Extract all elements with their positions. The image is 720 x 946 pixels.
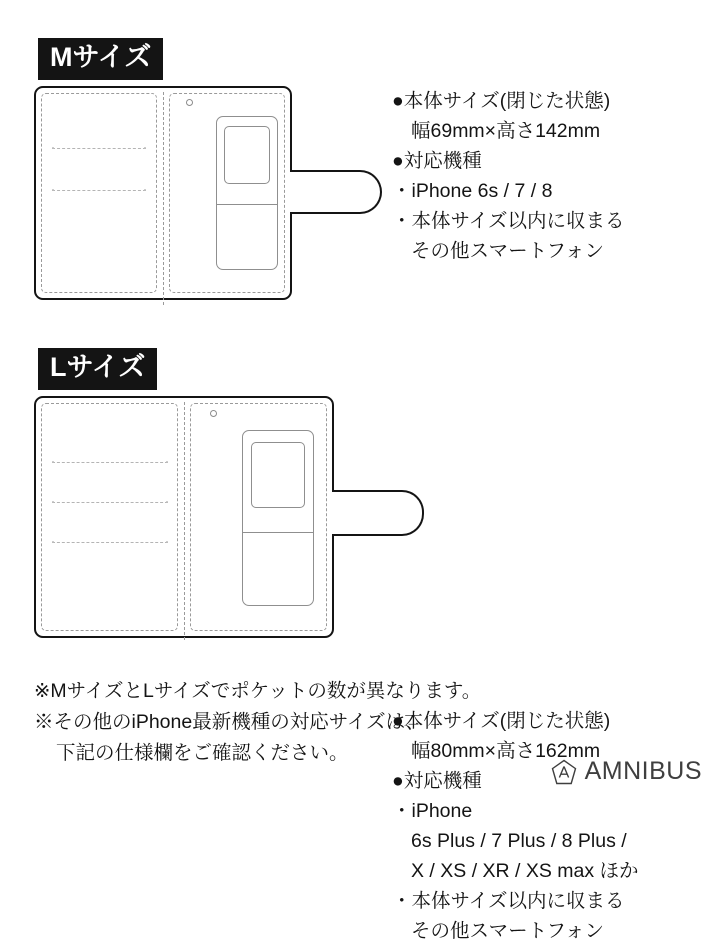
case-illustration-l bbox=[34, 396, 394, 646]
card-pocket-line bbox=[52, 502, 168, 503]
left-leaf-dashed-outline bbox=[41, 403, 178, 631]
spec-list-m bbox=[392, 86, 624, 266]
footnote-line: ※MサイズとLサイズでポケットの数が異なります。 bbox=[34, 680, 482, 702]
tray-divider-line bbox=[217, 204, 277, 205]
spec-line: ・iPhone bbox=[392, 800, 473, 822]
card-pocket-dot bbox=[52, 147, 54, 149]
card-pocket-dot bbox=[52, 461, 54, 463]
spec-line: その他スマートフォン bbox=[411, 920, 605, 942]
brand-logo-text: AMNIBUS bbox=[584, 757, 702, 785]
spec-line: X / XS / XR / XS max ほか bbox=[411, 860, 639, 882]
spec-line: 幅69mm×高さ142mm bbox=[411, 120, 601, 142]
spec-line: 6s Plus / 7 Plus / 8 Plus / bbox=[411, 830, 627, 852]
spec-line: ・本体サイズ以内に収まる bbox=[392, 890, 625, 912]
footnote-line: 下記の仕様欄をご確認ください。 bbox=[56, 742, 349, 764]
spec-line: ●本体サイズ(閉じた状態) bbox=[392, 90, 611, 112]
size-badge-m: Mサイズ bbox=[38, 38, 163, 80]
camera-hole-icon bbox=[186, 99, 193, 106]
card-pocket-dot bbox=[144, 189, 146, 191]
case-illustration-m bbox=[34, 86, 394, 311]
card-pocket-dot bbox=[166, 501, 168, 503]
card-pocket-dot bbox=[52, 189, 54, 191]
tray-divider-line bbox=[243, 532, 313, 533]
spec-line: ●対応機種 bbox=[392, 150, 482, 172]
card-pocket-line bbox=[52, 542, 168, 543]
spec-line: ・本体サイズ以内に収まる bbox=[392, 210, 625, 232]
camera-hole-icon bbox=[210, 410, 217, 417]
spec-line: ・iPhone 6s / 7 / 8 bbox=[392, 180, 553, 202]
spec-line: ●本体サイズ(閉じた状態) bbox=[392, 710, 611, 732]
size-badge-l: Lサイズ bbox=[38, 348, 157, 390]
card-pocket-dot bbox=[52, 541, 54, 543]
closing-strap bbox=[290, 170, 382, 214]
phone-screen-outline bbox=[224, 126, 270, 184]
card-pocket-dot bbox=[144, 147, 146, 149]
case-spine-fold bbox=[163, 92, 164, 305]
card-pocket-dot bbox=[166, 461, 168, 463]
spec-line: その他スマートフォン bbox=[411, 240, 605, 262]
footnote-list bbox=[34, 676, 481, 769]
case-spine-fold bbox=[184, 402, 185, 640]
left-leaf-dashed-outline bbox=[41, 93, 157, 293]
phone-screen-outline bbox=[251, 442, 305, 508]
footnote-line: ※その他のiPhone最新機種の対応サイズは、 bbox=[34, 711, 425, 733]
card-pocket-dot bbox=[52, 501, 54, 503]
card-pocket-dot bbox=[166, 541, 168, 543]
card-pocket-line bbox=[52, 148, 146, 149]
brand-logo bbox=[551, 757, 702, 786]
spec-line: ●対応機種 bbox=[392, 770, 482, 792]
pentagon-a-icon bbox=[551, 759, 577, 785]
size-section-m bbox=[0, 38, 720, 311]
card-pocket-line bbox=[52, 190, 146, 191]
spec-line: 幅80mm×高さ162mm bbox=[411, 740, 601, 762]
closing-strap bbox=[332, 490, 424, 536]
card-pocket-line bbox=[52, 462, 168, 463]
